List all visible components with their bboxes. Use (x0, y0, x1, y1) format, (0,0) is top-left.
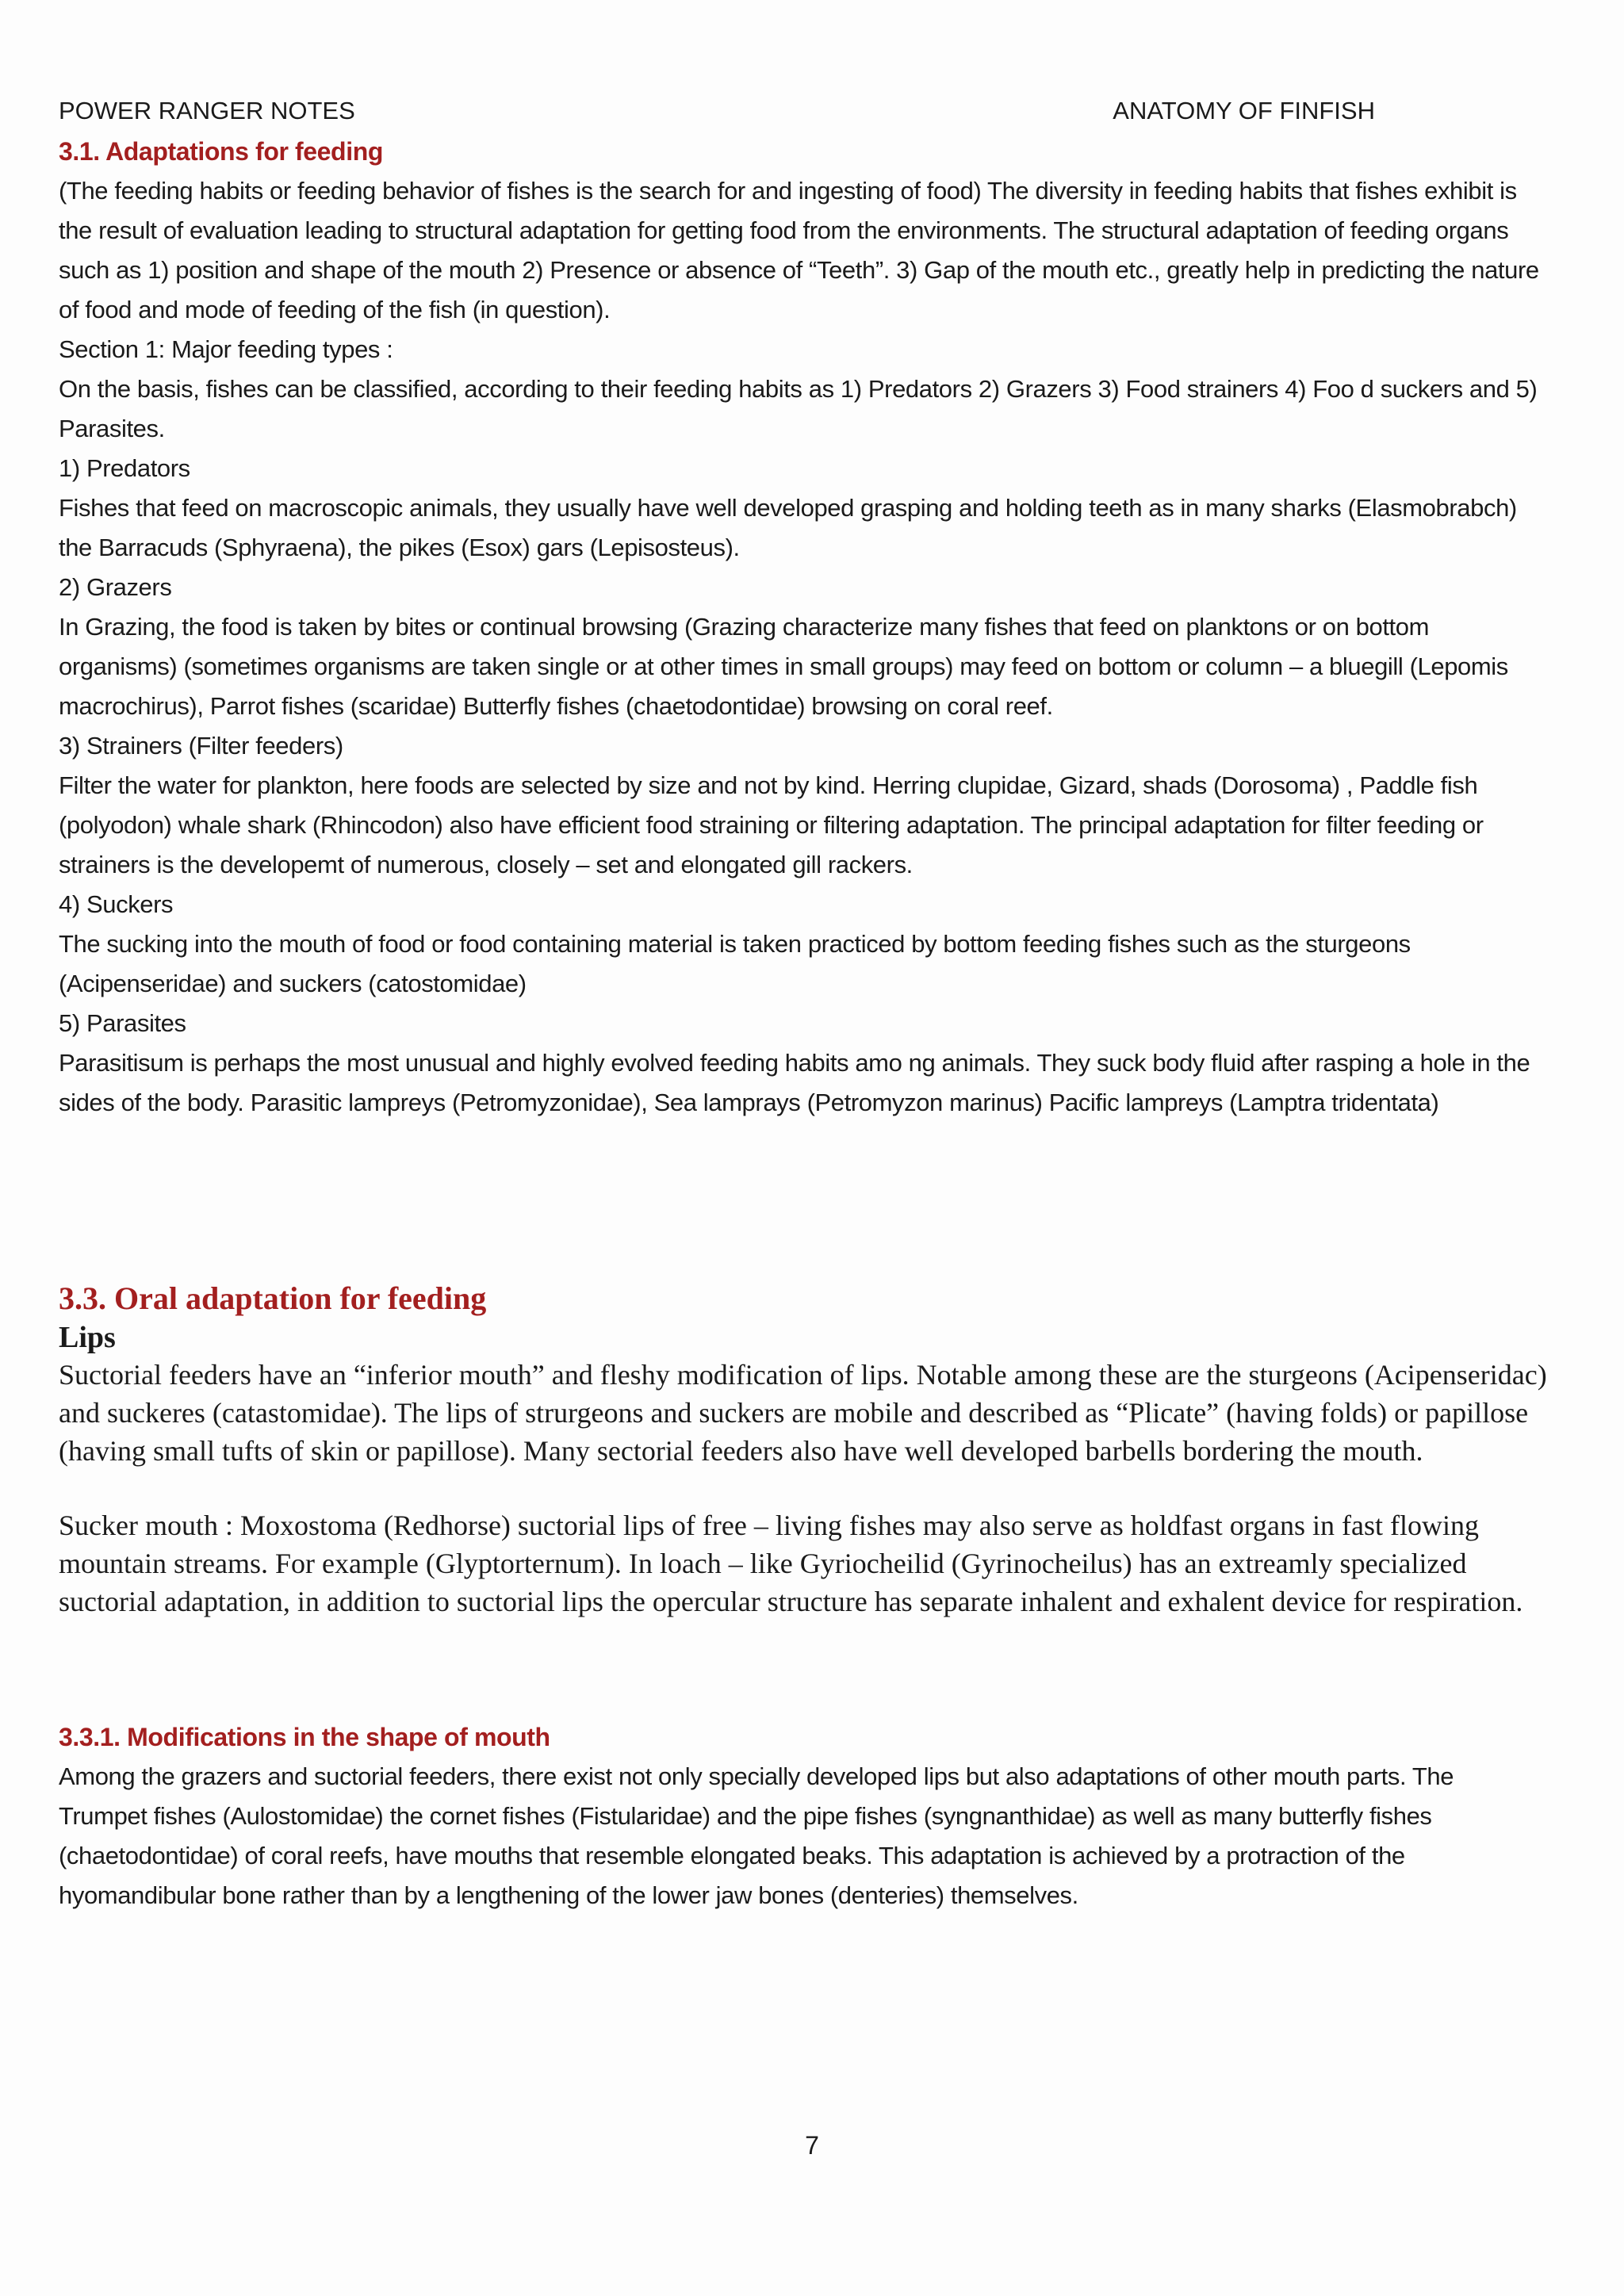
section-3-1-heading: 3.1. Adaptations for feeding (59, 137, 383, 166)
predators-label: 1) Predators (59, 454, 190, 482)
spacer (59, 1470, 1548, 1506)
lips-paragraph: Suctorial feeders have an “inferior mouth” and fleshy modification of lips. Notable among these are the sturgeons (Acipenseridac) and suckeres (catastomidae). The lips of strurgeons and suckers are mobile and described as “Plicate” (having folds) or papillose (having small tufts of skin or papillose). Many sectorial feeders also have well developed barbells bordering the mouth. (59, 1359, 1547, 1467)
spacer (59, 1621, 1548, 1717)
parasites-label: 5) Parasites (59, 1009, 186, 1037)
predators-text: Fishes that feed on macroscopic animals, they usually have well developed grasping and holding teeth as in many sharks (Elasmobrabch) the Barracuds (Sphyraena), the pikes (Esox) gars (Lepisosteus). (59, 494, 1517, 561)
page-header (59, 94, 1548, 128)
spacer (59, 1123, 1548, 1278)
grazers-text: In Grazing, the food is taken by bites or continual browsing (Grazing characterize many fishes that feed on planktons or on bottom organisms) (sometimes organisms are taken single or at other times in small groups) may feed on bottom or column – a bluegill (Lepomis macrochirus), Parrot fishes (scaridae) Butterfly fishes (chaetodontidae) browsing on coral reef. (59, 613, 1508, 720)
parasites-text: Parasitisum is perhaps the most unusual and highly evolved feeding habits amo ng animals. They suck body fluid after rasping a hole in the sides of the body. Parasitic lampreys (Petromyzonidae), Sea lamprays (Petromyzon marinus) Pacific lampreys (Lamptra tridentata) (59, 1049, 1530, 1116)
header-left: POWER RANGER NOTES (59, 97, 355, 124)
strainers-text: Filter the water for plankton, here foods are selected by size and not by kind. Herring clupidae, Gizard, shads (Dorosoma) , Paddle fish (polyodon) whale shark (Rhincodon) also have efficient food straining or filtering adaptation. The principal adaptation for filter feeding or strainers is the developemt of numerous, closely – set and elongated gill rackers. (59, 771, 1484, 878)
lips-label: Lips (59, 1321, 116, 1354)
section-3-1-intro: (The feeding habits or feeding behavior of fishes is the search for and ingesting of food) The diversity in feeding habits that fishes exhibit is the result of evaluation leading to structural adaptation for getting food from the environments. The structural adaptation of feeding organs such as 1) position and shape of the mouth 2) Presence or absence of “Teeth”. 3) Gap of the mouth etc., greatly help in predicting the nature of food and mode of feeding of the fish (in question). (59, 177, 1539, 323)
header-right: ANATOMY OF FINFISH (1113, 97, 1375, 124)
suckers-text: The sucking into the mouth of food or food containing material is taken practiced by bottom feeding fishes such as the sturgeons (Acipenseridae) and suckers (catostomidae) (59, 930, 1411, 997)
page-number: 7 (805, 2131, 819, 2160)
section-3-3-heading: 3.3. Oral adaptation for feeding (59, 1280, 487, 1316)
section-1-label: Section 1: Major feeding types : (59, 335, 393, 363)
grazers-label: 2) Grazers (59, 573, 172, 601)
suckers-label: 4) Suckers (59, 890, 174, 918)
section-3-3-1-text: Among the grazers and suctorial feeders, there exist not only specially developed lips but also adaptations of other mouth parts. The Trumpet fishes (Aulostomidae) the cornet fishes (Fistularidae) and the pipe fishes (syngnanthidae) as well as many butterfly fishes (chaetodontidae) of coral reefs, have mouths that resemble elongated beaks. This adaptation is achieved by a protraction of the hyomandibular bone rather than by a lengthening of the lower jaw bones (denteries) themselves. (59, 1762, 1454, 1909)
section-1-text: On the basis, fishes can be classified, according to their feeding habits as 1) Predators 2) Grazers 3) Food strainers 4) Foo d suckers and 5) Parasites. (59, 375, 1538, 442)
sucker-mouth-paragraph: Sucker mouth : Moxostoma (Redhorse) suctorial lips of free – living fishes may also serve as holdfast organs in fast flowing mountain streams. For example (Glyptorternum). In loach – like Gyriocheilid (Gyrinocheilus) has an extreamly specialized suctorial adaptation, in addition to suctorial lips the opercular structure has separate inhalent and exhalent device for respiration. (59, 1510, 1523, 1617)
section-3-3-1-heading: 3.3.1. Modifications in the shape of mouth (59, 1723, 550, 1751)
strainers-label: 3) Strainers (Filter feeders) (59, 732, 343, 760)
